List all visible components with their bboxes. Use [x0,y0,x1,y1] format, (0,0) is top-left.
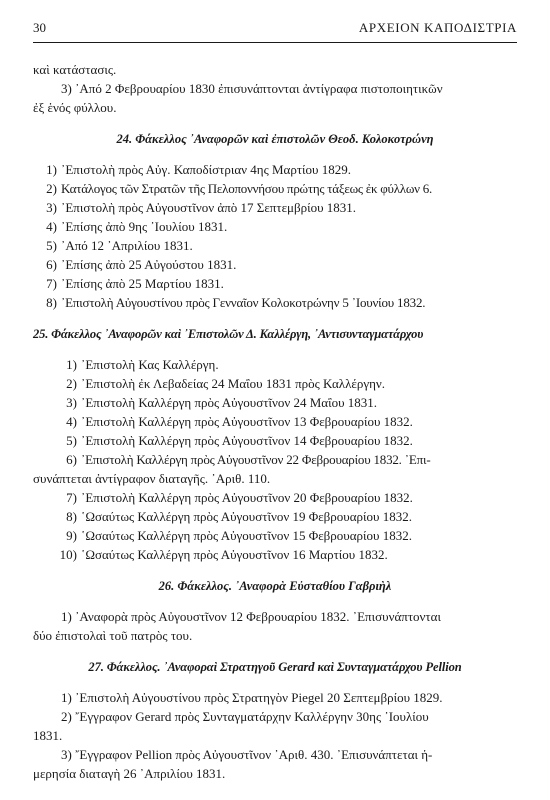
item-text: ᾿Επιστολὴ Καλλέργη πρὸς Αὐγουστῖνον 24 Μαΐου 1831. [81,395,378,410]
intro-item-3-continuation: ἐξ ἑνός φύλλου. [33,100,117,115]
section-25-list [33,355,517,564]
item-number: 2) [46,181,57,196]
list-item [33,412,517,431]
section-27-item-3 [33,745,517,764]
section-26-item-1-continuation: δύο ἐπιστολαὶ τοῦ πατρὸς του. [33,628,193,643]
running-title: ΑΡΧΕΙΟΝ ΚΑΠΟΔΙΣΤΡΙΑ [358,20,517,35]
section-27-item-2-continuation: 1831. [33,728,63,743]
list-item [33,393,517,412]
section-24-list [33,160,517,312]
list-item [33,374,517,393]
item-number: 7) [46,276,57,291]
list-item [33,217,517,236]
list-item [33,198,517,217]
item-text: ῾Ωσαύτως Καλλέργη πρὸς Αὐγουστῖνον 16 Μαρτίου 1832. [81,547,388,562]
list-item [33,160,517,179]
item-number: 2) [66,376,77,391]
item-6-continuation: συνάπτεται ἀντίγραφον διαταγῆς. ᾿Αριθ. 110. [33,471,271,486]
item-text: ῎Εγγραφον Gerard πρὸς Συνταγματάρχην Καλλέργην 30ης ᾿Ιουλίου [75,709,429,724]
item-text: ᾿Επίσης ἀπὸ 25 Αὐγούστου 1831. [61,257,237,272]
list-item [33,236,517,255]
item-number: 6) [66,452,77,467]
item-text: ᾿Επιστολὴ Καλλέργη πρὸς Αὐγουστῖνον 13 Φεβρουαρίου 1832. [81,414,413,429]
item-text: ᾿Επιστολὴ Καλλέργη πρὸς Αὐγουστῖνον 20 Φεβρουαρίου 1832. [81,490,413,505]
page-content [33,60,517,783]
list-item [33,545,517,564]
section-24-heading: 24. Φάκελλος ᾿Αναφορῶν καὶ ἐπιστολῶν Θεοδ. Κολοκοτρώνη [116,132,434,146]
item-text: ᾿Από 2 Φεβρουαρίου 1830 ἐπισυνάπτονται ἀντίγραφα πιστοποιητικῶν [75,81,443,96]
header-rule [33,42,517,43]
item-number: 10) [59,547,77,562]
section-26-heading: 26. Φάκελλος. ᾿Αναφορὰ Εὐσταθίου Γαβριὴλ [158,579,392,593]
item-number: 7) [66,490,77,505]
item-text: ᾿Επιστολὴ ἐκ Λεβαδείας 24 Μαΐου 1831 πρὸς Καλλέργην. [81,376,386,391]
section-26-item-1 [33,607,517,626]
list-item [33,293,517,312]
item-text: ᾿Επιστολὴ πρὸς Αὐγουστῖνον ἀπὸ 17 Σεπτεμβρίου 1831. [61,200,357,215]
item-text: ῾Ωσαύτως Καλλέργη πρὸς Αὐγουστῖνον 15 Φεβρουαρίου 1832. [81,528,412,543]
item-number: 6) [46,257,57,272]
list-item [33,255,517,274]
list-item [33,179,517,198]
item-number: 1) [46,162,57,177]
list-item [33,488,517,507]
item-text: ᾿Επίσης ἀπὸ 9ης ᾿Ιουλίου 1831. [61,219,228,234]
item-text: ᾿Επίσης ἀπὸ 25 Μαρτίου 1831. [61,276,224,291]
item-text: ᾿Από 12 ᾿Απριλίου 1831. [61,238,193,253]
item-text: ᾿Επιστολὴ Κας Καλλέργη. [81,357,219,372]
item-number: 3) [61,81,72,96]
item-number: 5) [66,433,77,448]
item-number: 3) [66,395,77,410]
item-number: 3) [61,747,72,762]
item-text: ᾿Επιστολὴ Αὐγουστίνου πρὸς Στρατηγὸν Piegel 20 Σεπτεμβρίου 1829. [75,690,443,705]
list-item [33,355,517,374]
section-27-heading: 27. Φάκελλος. ᾿Αναφοραὶ Στρατηγοῦ Gerard καὶ Συνταγματάρχου Pellion [88,660,462,674]
item-text: Κατάλογος τῶν Στρατῶν τῆς Πελοποννήσου πρώτης τάξεως ἐκ φύλλων 6. [61,181,433,196]
item-number: 5) [46,238,57,253]
item-text: ῎Εγγραφον Pellion πρὸς Αὐγουστῖνον ᾿Αριθ. 430. ᾿Επισυνάπτεται ἡ- [75,747,433,762]
item-number: 1) [66,357,77,372]
page-header [33,20,517,40]
section-27-item-3-continuation: μερησία διαταγὴ 26 ᾿Απριλίου 1831. [33,766,226,781]
section-27-item-1 [33,688,517,707]
item-text: ᾿Αναφορὰ πρὸς Αὐγουστῖνον 12 Φεβρουαρίου 1832. ᾿Επισυνάπτονται [75,609,441,624]
item-text: ῾Ωσαύτως Καλλέργη πρὸς Αὐγουστῖνον 19 Φεβρουαρίου 1832. [81,509,412,524]
list-item [33,526,517,545]
item-number: 1) [61,609,72,624]
item-number: 8) [46,295,57,310]
item-number: 9) [66,528,77,543]
item-text: ᾿Επιστολὴ Αὐγουστίνου πρὸς Γενναῖον Κολοκοτρώνην 5 ᾿Ιουνίου 1832. [61,295,426,310]
section-25-heading: 25. Φάκελλος ᾿Αναφορῶν καὶ ᾿Επιστολῶν Δ. Καλλέργη, ᾿Αντισυνταγματάρχου [33,327,424,341]
item-number: 1) [61,690,72,705]
list-item [33,431,517,450]
item-number: 2) [61,709,72,724]
item-text: ᾿Επιστολὴ Καλλέργη πρὸς Αὐγουστῖνον 22 Φεβρουαρίου 1832. ᾿Επι- [81,452,431,467]
intro-line: καὶ κατάστασις. [33,62,117,77]
item-number: 4) [46,219,57,234]
item-text: ᾿Επιστολὴ Καλλέργη πρὸς Αὐγουστῖνον 14 Φεβρουαρίου 1832. [81,433,413,448]
page-number: 30 [33,20,46,35]
item-text: ᾿Επιστολὴ πρὸς Αὐγ. Καποδίστριαν 4ης Μαρτίου 1829. [61,162,351,177]
item-number: 3) [46,200,57,215]
list-item [33,507,517,526]
list-item [33,274,517,293]
item-number: 8) [66,509,77,524]
section-27-item-2 [33,707,517,726]
list-item [33,450,517,469]
item-number: 4) [66,414,77,429]
intro-item-3 [33,79,517,98]
